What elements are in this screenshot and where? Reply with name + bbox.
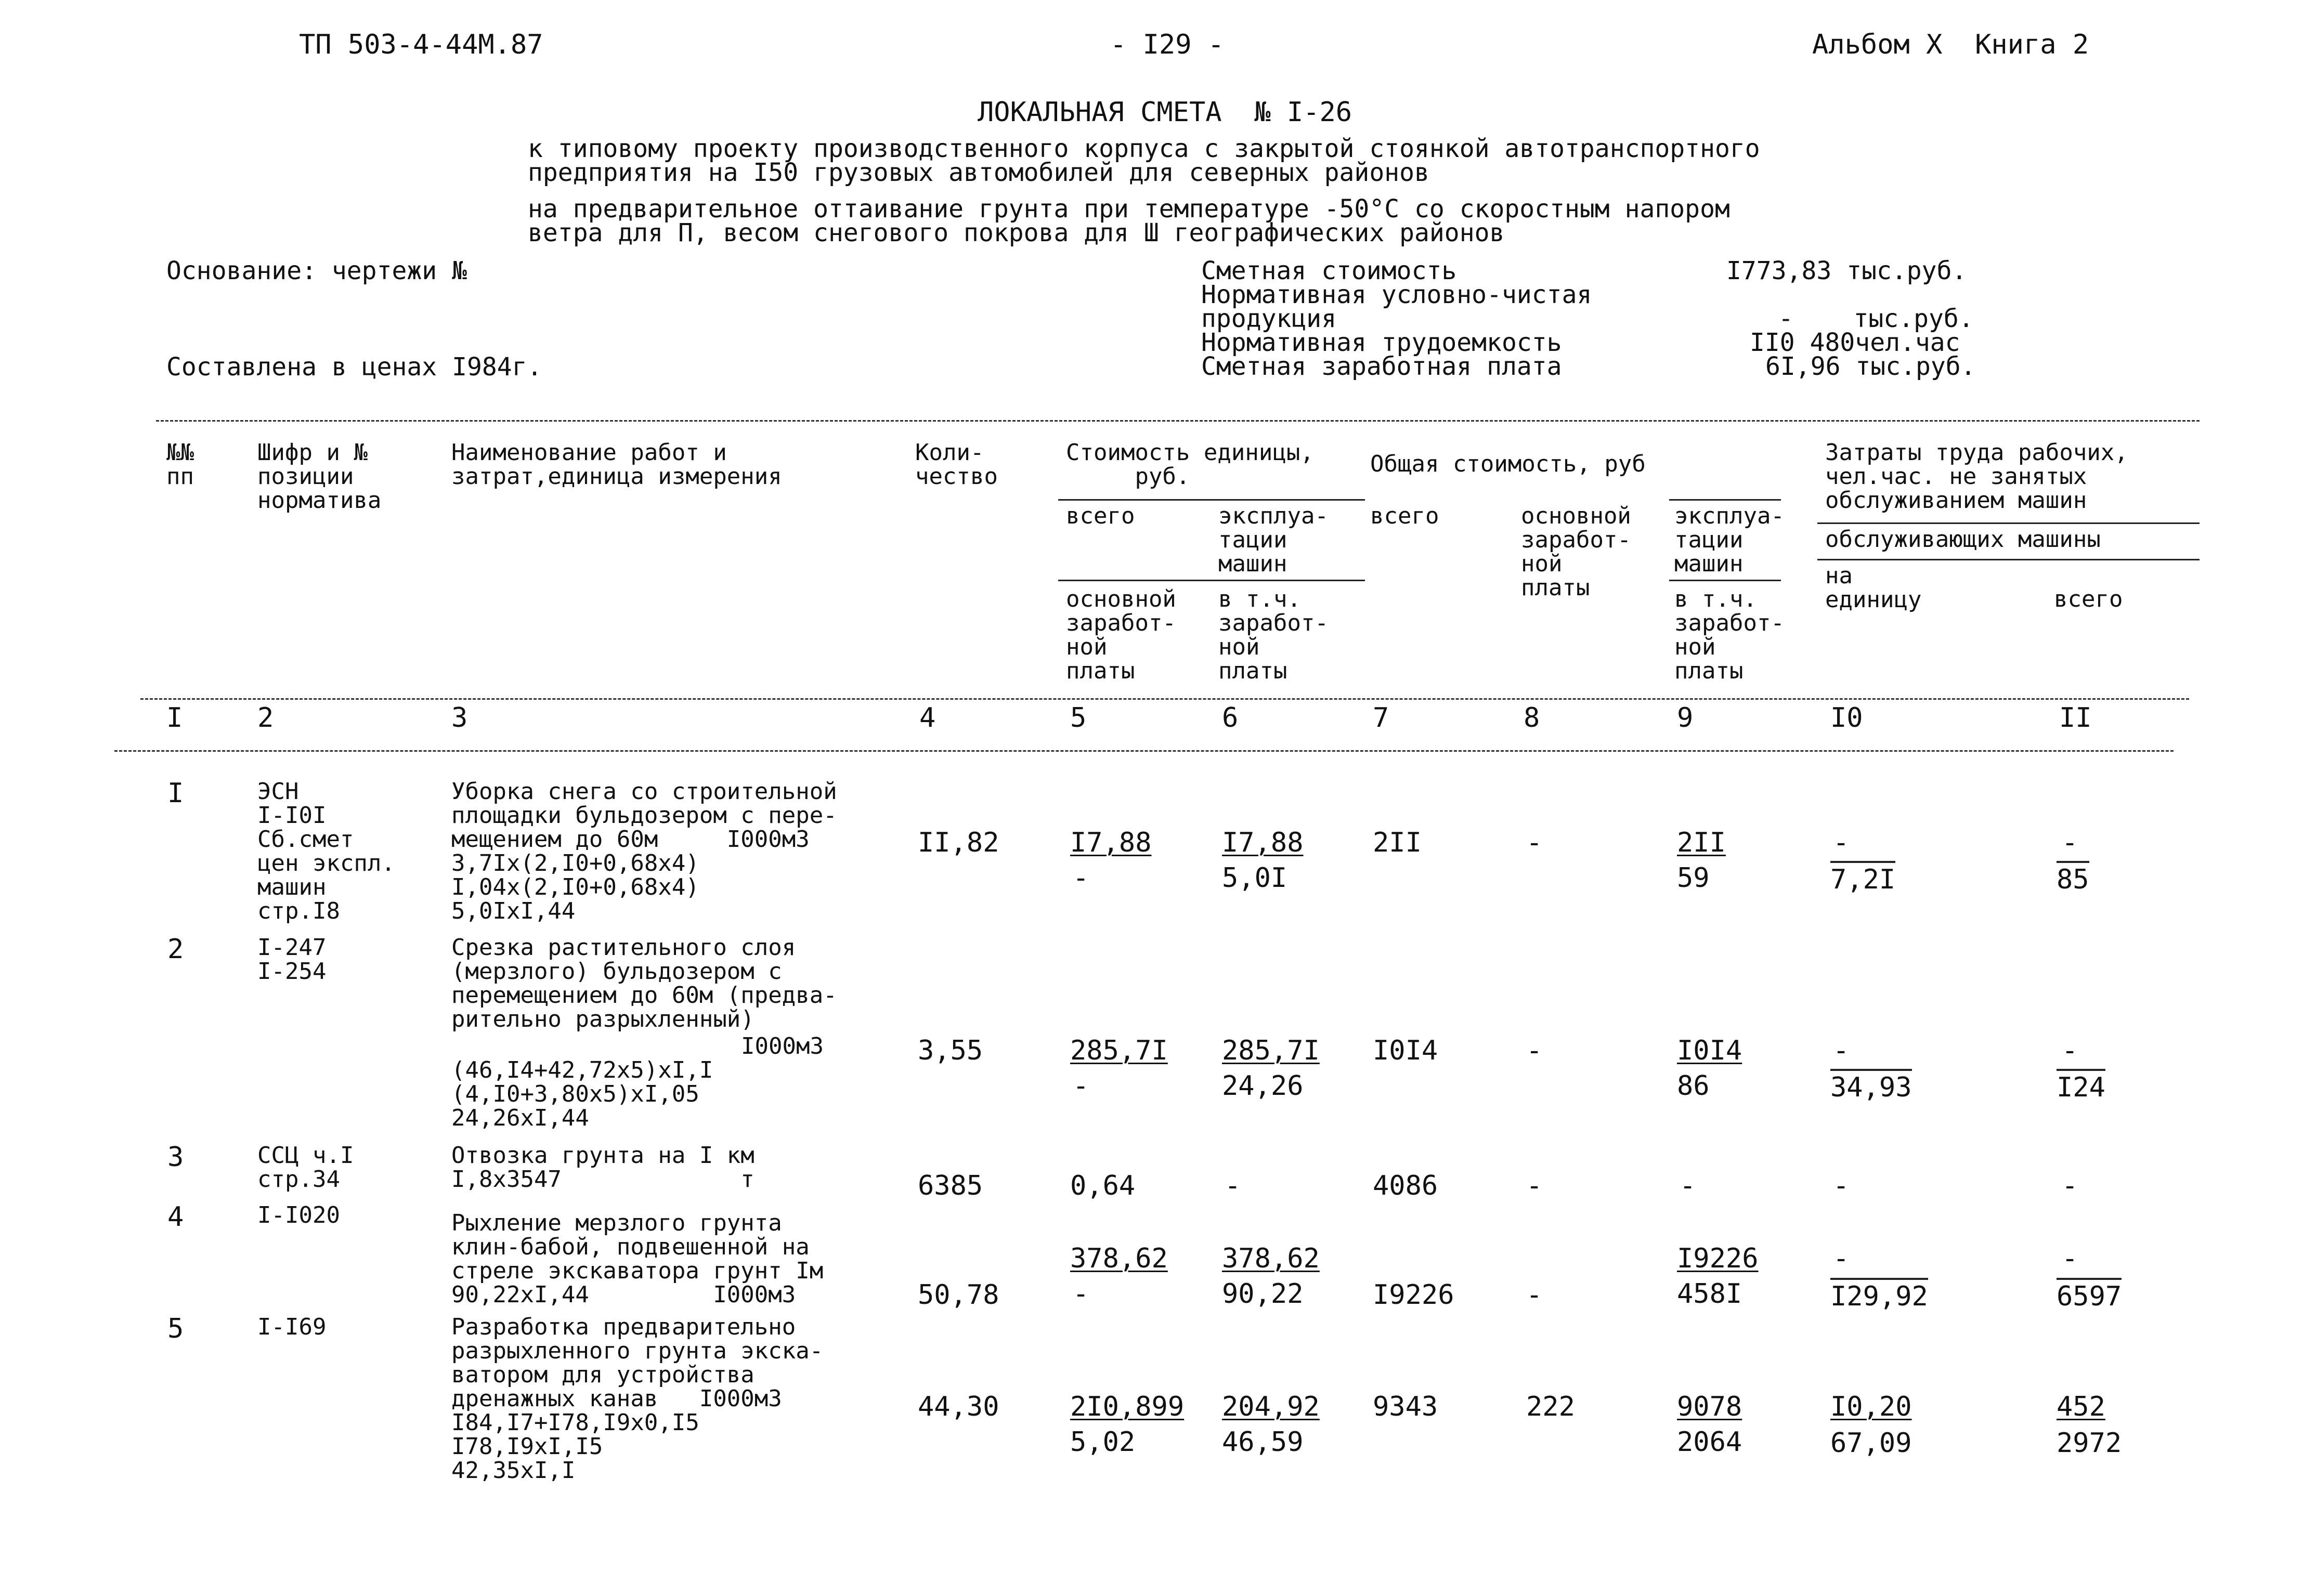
col-number: II <box>2059 702 2092 734</box>
unit-cost-total: 0,64 <box>1070 1170 1136 1201</box>
number-row-rule <box>114 750 2174 752</box>
col-number: I0 <box>1830 702 1863 734</box>
labor-total-top: 452 <box>2057 1391 2105 1422</box>
summary-label-1: Сметная стоимость <box>1201 256 1457 285</box>
unit-cost-machine: 204,92 <box>1222 1391 1320 1422</box>
total-machine: I9226 <box>1677 1243 1759 1274</box>
summary-value-3: - тыс.руб. <box>1778 304 1974 333</box>
labor-total: 6597 <box>2057 1278 2122 1310</box>
header-bottom-rule <box>140 698 2189 700</box>
col-number: 3 <box>451 702 468 734</box>
unit-cost-machine-wage: 24,26 <box>1222 1070 1304 1102</box>
col-header-6-bottom: в т.ч. заработ- ной платы <box>1218 586 1329 684</box>
col-header-10: на единицу <box>1825 562 1922 613</box>
row-name: Рыхление мерзлого грунта клин-бабой, подвешенной на стреле экскаватора грунт Iм 90,22xI,44 I000м3 <box>451 1210 824 1308</box>
col-header-total-cost: Общая стоимость, руб <box>1370 451 1646 477</box>
labor-per-unit: I29,92 <box>1830 1278 1928 1310</box>
total-cost: I9226 <box>1373 1279 1454 1311</box>
col-header-9-bottom: в т.ч. заработ- ной платы <box>1674 586 1785 684</box>
col-header-name: Наименование работ и затрат,единица измерения <box>451 439 782 490</box>
estimate-heading: ЛОКАЛЬНАЯ СМЕТА № I-26 <box>978 97 1352 128</box>
labor-per-unit: - <box>1833 1170 1850 1201</box>
title-line-2: предприятия на I50 грузовых автомобилей для северных районов <box>528 158 1429 187</box>
unit-cost-total: 285,7I <box>1070 1035 1168 1066</box>
labor-total: I24 <box>2057 1069 2105 1101</box>
row-name: Разработка предварительно разрыхленного грунта экска- ватором для устройства дренажных канав I000м3 I84,I7+I78,I9x0,I5 I78,I9xI,I5 42,35xI,I <box>451 1314 824 1484</box>
row-qty: II,82 <box>918 827 999 858</box>
col-header-11: всего <box>2054 586 2123 612</box>
labor-per-unit: 7,2I <box>1830 861 1895 893</box>
page-number: - I29 - <box>1110 29 1225 60</box>
total-wage: - <box>1526 1279 1543 1311</box>
row-name: Срезка растительного слоя (мерзлого) бульдозером с перемещением до 60м (предва- рительно разрыхленный) <box>451 934 837 1032</box>
col-header-6-top: эксплуа- тации машин <box>1218 503 1329 577</box>
labor-total: 2972 <box>2057 1428 2122 1459</box>
labor-subrule-2 <box>1817 559 2200 560</box>
basis-label: Основание: чертежи № <box>166 256 467 285</box>
total-cost: 2II <box>1373 827 1422 858</box>
col-header-code: Шифр и № позиции норматива <box>257 439 382 514</box>
machine-op-subrule <box>1669 499 1781 501</box>
total-wage: - <box>1526 1035 1543 1066</box>
summary-value-1: I773,83 тыс.руб. <box>1726 256 1967 285</box>
row-code: I-I69 <box>257 1314 327 1340</box>
row-name: Уборка снега со строительной площадки бульдозером с пере- мещением до 60м I000м3 3,7Ix(2,I0+0,68x4) I,04x(2,I0+0,68x4) 5,0IxI,44 <box>451 778 837 924</box>
row-qty: 6385 <box>918 1170 983 1201</box>
total-machine: I0I4 <box>1677 1035 1742 1066</box>
labor-per-unit-top: - <box>1833 1035 1850 1066</box>
unit-cost-wage: 5,02 <box>1070 1427 1136 1458</box>
col-number: I <box>166 702 183 734</box>
table-top-rule <box>156 420 2200 422</box>
unit-cost-subrule <box>1058 499 1365 501</box>
total-machine: - <box>1680 1170 1696 1201</box>
title-line-1: к типовому проекту производственного корпуса с закрытой стоянкой автотранспортного <box>528 134 1760 163</box>
row-unit: I000м3 <box>741 1033 824 1059</box>
summary-value-5: 6I,96 тыс.руб. <box>1765 352 1976 381</box>
title-line-3: на предварительное оттаивание грунта при температуре -50°С со скоростным напором <box>528 194 1730 224</box>
album-label: Альбом X Книга 2 <box>1812 29 2089 60</box>
unit-cost-machine: 285,7I <box>1222 1035 1320 1066</box>
unit-cost-machine: 378,62 <box>1222 1243 1320 1274</box>
labor-subrule-1 <box>1817 522 2200 524</box>
unit-cost-machine: - <box>1225 1170 1241 1201</box>
prices-label: Составлена в ценах I984г. <box>166 352 542 382</box>
row-name: Отвозка грунта на I км I,8x3547 т <box>451 1142 754 1193</box>
unit-cost-subrule-2 <box>1058 580 1365 581</box>
row-number: 3 <box>167 1142 184 1173</box>
col-number: 8 <box>1524 702 1540 734</box>
unit-cost-total: 378,62 <box>1070 1243 1168 1274</box>
summary-label-2: Нормативная условно-чистая <box>1201 280 1592 309</box>
total-machine: 9078 <box>1677 1391 1742 1422</box>
col-header-unit-cost: Стоимость единицы, руб. <box>1066 439 1314 490</box>
labor-per-unit-top: - <box>1833 1243 1850 1274</box>
unit-cost-machine-wage: 5,0I <box>1222 862 1287 894</box>
labor-total: 85 <box>2057 861 2089 893</box>
summary-label-3: продукция <box>1201 304 1337 333</box>
row-number: 2 <box>167 934 184 965</box>
row-number: I <box>167 778 184 809</box>
total-machine: 2II <box>1677 827 1726 858</box>
row-qty: 44,30 <box>918 1391 999 1422</box>
labor-per-unit-top: - <box>1833 827 1850 858</box>
unit-cost-total: I7,88 <box>1070 827 1152 858</box>
total-machine-wage: 59 <box>1677 862 1710 894</box>
col-number: 6 <box>1222 702 1239 734</box>
unit-cost-machine: I7,88 <box>1222 827 1304 858</box>
total-cost: 9343 <box>1373 1391 1438 1422</box>
row-calc: (46,I4+42,72x5)xI,I (4,I0+3,80x5)xI,05 24,26xI,44 <box>451 1057 713 1131</box>
labor-total-top: - <box>2062 1243 2078 1274</box>
col-header-8: основной заработ- ной платы <box>1521 503 1631 601</box>
row-code: I-247 I-254 <box>257 934 327 985</box>
row-qty: 50,78 <box>918 1279 999 1311</box>
title-line-4: ветра для П, весом снегового покрова для Ш географических районов <box>528 218 1505 247</box>
summary-label-5: Сметная заработная плата <box>1201 352 1562 381</box>
col-number: 5 <box>1070 702 1087 734</box>
labor-total-top: - <box>2062 1035 2078 1066</box>
total-cost: I0I4 <box>1373 1035 1438 1066</box>
total-wage: 222 <box>1526 1391 1575 1422</box>
row-code: ССЦ ч.I стр.34 <box>257 1142 354 1193</box>
col-header-5-top: всего <box>1066 503 1135 529</box>
unit-cost-wage: - <box>1073 1278 1089 1310</box>
labor-per-unit: 67,09 <box>1830 1428 1912 1459</box>
summary-label-4: Нормативная трудоемкость <box>1201 328 1562 357</box>
row-number: 4 <box>167 1201 184 1233</box>
col-number: 2 <box>257 702 274 734</box>
total-machine-wage: 458I <box>1677 1278 1742 1310</box>
labor-total: - <box>2062 1170 2078 1201</box>
total-machine-wage: 86 <box>1677 1070 1710 1102</box>
unit-cost-machine-wage: 46,59 <box>1222 1427 1304 1458</box>
total-cost: 4086 <box>1373 1170 1438 1201</box>
unit-cost-total: 2I0,899 <box>1070 1391 1185 1422</box>
col-number: 9 <box>1677 702 1694 734</box>
row-code: ЭСН I-I0I Сб.смет цен экспл. машин стр.I8 <box>257 778 395 924</box>
unit-cost-machine-wage: 90,22 <box>1222 1278 1304 1310</box>
summary-value-4: II0 480чел.час <box>1750 328 1960 357</box>
total-wage: - <box>1526 1170 1543 1201</box>
col-header-5-bottom: основной заработ- ной платы <box>1066 586 1176 684</box>
col-number: 4 <box>919 702 936 734</box>
col-header-num: №№ пп <box>166 439 194 490</box>
unit-cost-wage: - <box>1073 862 1089 894</box>
col-number: 7 <box>1373 702 1389 734</box>
total-wage: - <box>1526 827 1543 858</box>
document-code: ТП 503-4-44М.87 <box>299 29 543 60</box>
total-machine-wage: 2064 <box>1677 1427 1742 1458</box>
labor-total-top: - <box>2062 827 2078 858</box>
labor-per-unit: 34,93 <box>1830 1069 1912 1101</box>
col-header-labor: Затраты труда рабочих, чел.час. не занятых обслуживанием машин <box>1825 439 2128 514</box>
row-number: 5 <box>167 1313 184 1344</box>
machine-op-subrule-2 <box>1669 580 1781 581</box>
col-header-9-top: эксплуа- тации машин <box>1674 503 1785 577</box>
unit-cost-wage: - <box>1073 1070 1089 1102</box>
col-header-7: всего <box>1370 503 1439 529</box>
row-code: I-I020 <box>257 1202 340 1228</box>
row-qty: 3,55 <box>918 1035 983 1066</box>
col-header-qty: Коли- чество <box>915 439 998 490</box>
col-header-labor-sub: обслуживающих машины <box>1825 526 2101 553</box>
labor-per-unit-top: I0,20 <box>1830 1391 1912 1422</box>
